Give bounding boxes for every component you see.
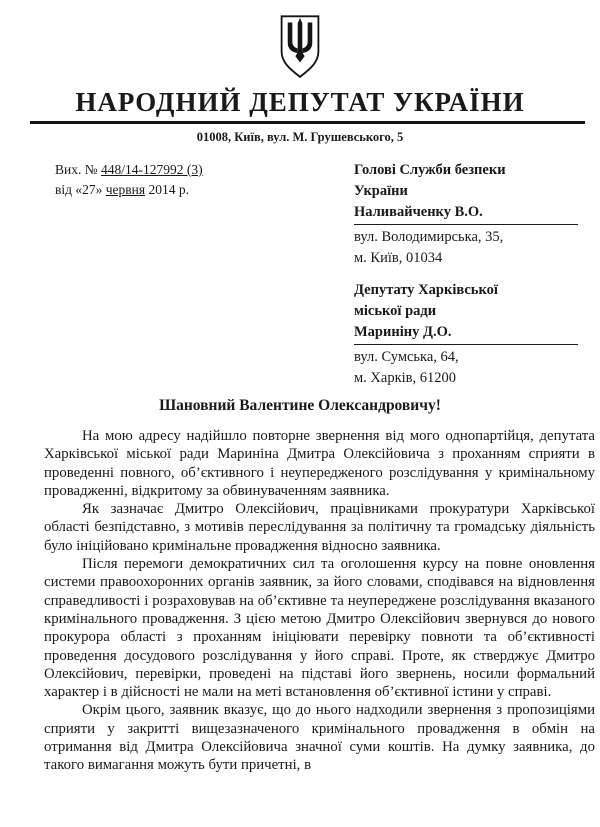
- reference-date-line: [55, 180, 203, 200]
- recipient-title-line: України: [354, 183, 408, 199]
- recipient-address-line: вул. Володимирська, 35,: [354, 229, 504, 245]
- info-row: [0, 160, 600, 389]
- recipients-column: [354, 160, 578, 389]
- reference-number: 448/14-127992 (3): [100, 162, 203, 177]
- recipient-sbu-head: [354, 160, 578, 269]
- recipient-address-line: м. Харків, 61200: [354, 370, 457, 386]
- body-paragraph: Окрім цього, заявник вказує, що до нього надходили звернення з пропозиціями сприяти у закритті вищезазначеного кримінального провадження в обмін на отримання від Дмитра Олексійовича значної суми коштів. На думку заявника, до такого вимагання можуть бути причетні, в: [44, 702, 595, 774]
- body-paragraph: Після перемоги демократичних сил та оголошення курсу на повне оновлення системи правоохоронних органів заявник, за його словами, сподівався на відновлення справедливості і розраховував на об’єктивне та неупереджене розслідування вказаного кримінального провадження. З цією метою Дмитро Олексійович звернувся до нового прокурора області з проханням ініціювати перевірку повноти та об’єктивності проведення досудового розслідування у його справі. Проте, як стверджує Дмитро Олексійович, перевірки, проведені на підставі його звернень, носили формальний характер і в дійсності не мали на меті встановлення об’єктивної істини у справі.: [44, 556, 595, 701]
- letterhead-divider: [30, 121, 585, 124]
- reference-number-line: [55, 160, 203, 180]
- letterhead-address: 01008, Київ, вул. М. Грушевського, 5: [196, 130, 404, 144]
- recipient-address-line: вул. Сумська, 64,: [354, 349, 459, 365]
- recipient-name: Наливайченку В.О.: [354, 202, 578, 225]
- ukraine-trident-emblem-icon: [0, 0, 600, 84]
- reference-date-prefix: від «27»: [55, 182, 106, 197]
- outgoing-reference-block: [55, 160, 203, 389]
- reference-date-month: червня: [105, 182, 146, 197]
- letterhead-title: НАРОДНИЙ ДЕПУТАТ УКРАЇНИ: [75, 87, 525, 117]
- recipient-name: Мариніну Д.О.: [354, 322, 578, 345]
- reference-date-suffix: 2014 р.: [145, 182, 189, 197]
- reference-number-prefix: Вих. №: [55, 162, 101, 177]
- recipient-city-deputy: [354, 280, 578, 389]
- recipient-title-line: міської ради: [354, 303, 437, 319]
- recipient-address-line: м. Київ, 01034: [354, 250, 443, 266]
- body-paragraph: Як зазначає Дмитро Олексійович, працівниками прокуратури Харківської області безпідставно, з мотивів переслідування за політичну та громадську діяльність було ініційовано кримінальне провадження відносно заявника.: [44, 501, 595, 554]
- recipient-title-line: Депутату Харківської: [354, 282, 498, 298]
- salutation: Шановний Валентине Олександровичу!: [159, 397, 441, 414]
- letter-body: [44, 427, 595, 775]
- recipient-title-line: Голові Служби безпеки: [354, 162, 506, 178]
- body-paragraph: На мою адресу надійшло повторне звернення від мого однопартійця, депутата Харківської міської ради Мариніна Дмитра Олексійовича з проханням сприяти в проведенні повного, об’єктивного і неупередженого розслідування у кримінальному провадженні, відкритому за обвинуваченням заявника.: [44, 428, 595, 499]
